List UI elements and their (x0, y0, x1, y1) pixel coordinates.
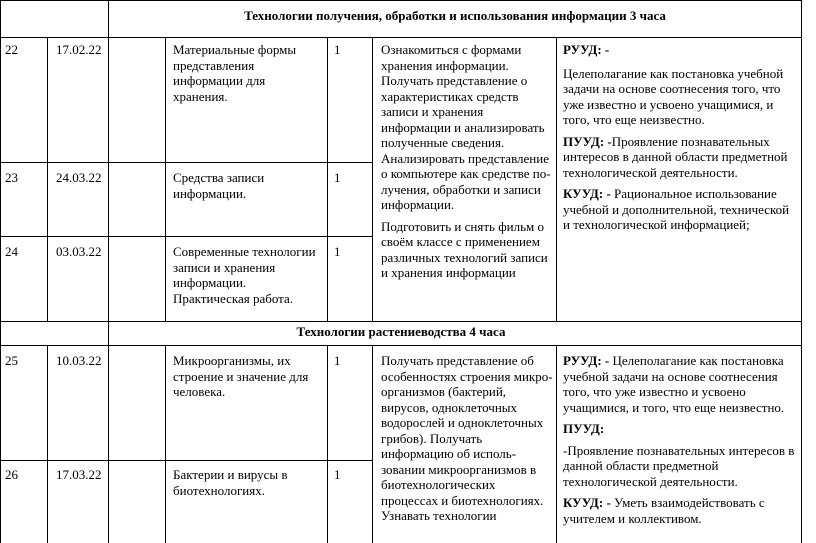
uud-cell (563, 353, 797, 526)
lesson-hours: 1 (334, 244, 341, 259)
lesson-hours: 1 (334, 467, 341, 482)
lesson-date: 24.03.22 (56, 170, 102, 185)
lesson-topic: Материальные формы представления информации для хранения. (173, 42, 297, 104)
ruud-label: РУУД: - (563, 42, 610, 57)
lesson-date: 10.03.22 (56, 353, 102, 368)
lesson-topic: Бактерии и вирусы в биотехнологиях. (173, 467, 288, 498)
ruud-text: Целеполагание как постановка учебной задачи на основе соотнесения того, что уже известно и усвоено учащимися, и того, что еще неизвестно. (563, 353, 785, 415)
lesson-topic: Средства записи информации. (173, 170, 265, 201)
lesson-number: 22 (5, 42, 18, 57)
lesson-topic: Современные технологии записи и хранения информации. Практическая работа. (173, 244, 316, 306)
lesson-hours: 1 (334, 170, 341, 185)
puud-text: -Проявление познавательных интересов в данной области предметной технологической деятельности. (563, 442, 795, 489)
kuud-text: Уметь взаимодействовать с учителем и коллективом. (563, 495, 765, 526)
activities-cell (381, 42, 553, 281)
lesson-number: 26 (5, 467, 18, 482)
activity-text: Подготовить и снять фильм о своём классе с применением различных технологий записи и хранения информации (381, 218, 548, 280)
lesson-hours: 1 (334, 353, 341, 368)
lesson-date: 17.03.22 (56, 467, 102, 482)
lesson-number: 24 (5, 244, 18, 259)
activity-text: Ознакомиться с формами хранения информации. Получать представление о характеристиках средств записи и хранения информации и анализировать полученные сведения. Анализировать представление о компьютере как средстве по- лучения, обработки и записи информации. (381, 42, 551, 212)
lesson-number: 25 (5, 353, 18, 368)
activities-cell (381, 353, 553, 524)
lesson-topic: Микроорганизмы, их строение и значение для человека. (173, 353, 309, 399)
activity-text: Получать представление об особенностях строения микро- организмов (бактерий, вирусов, одноклеточных водорослей и одноклеточных грибов). Получать информацию об исполь- зовании микроорганизмов в биотехнологических процессах и биотехнологиях. Узнавать технологии (381, 353, 553, 523)
kuud-label: КУУД: - (563, 186, 611, 201)
lesson-number: 23 (5, 170, 18, 185)
lesson-hours: 1 (334, 42, 341, 57)
lesson-date: 17.02.22 (56, 42, 102, 57)
section-title: Технологии получения, обработки и использования информации 3 часа (244, 8, 666, 23)
lesson-date: 03.03.22 (56, 244, 102, 259)
section-title: Технологии растениеводства 4 часа (296, 324, 506, 339)
puud-label: ПУУД: - (563, 133, 612, 149)
ruud-text: Целеполагание как постановка учебной задачи на основе соотнесения того, что уже известно и усвоено учащимися, и того, что еще неизвестно. (563, 65, 784, 127)
kuud-text: Рациональное использование учебной и дополнительной, технической и технологической информацией; (563, 186, 790, 232)
puud-text: Проявление познавательных интересов в данной области предметной технологической деятельности. (563, 133, 788, 180)
uud-cell (563, 42, 797, 233)
ruud-label: РУУД: - (563, 353, 610, 368)
kuud-label: КУУД: - (563, 495, 611, 510)
puud-label: ПУУД: (563, 421, 605, 436)
